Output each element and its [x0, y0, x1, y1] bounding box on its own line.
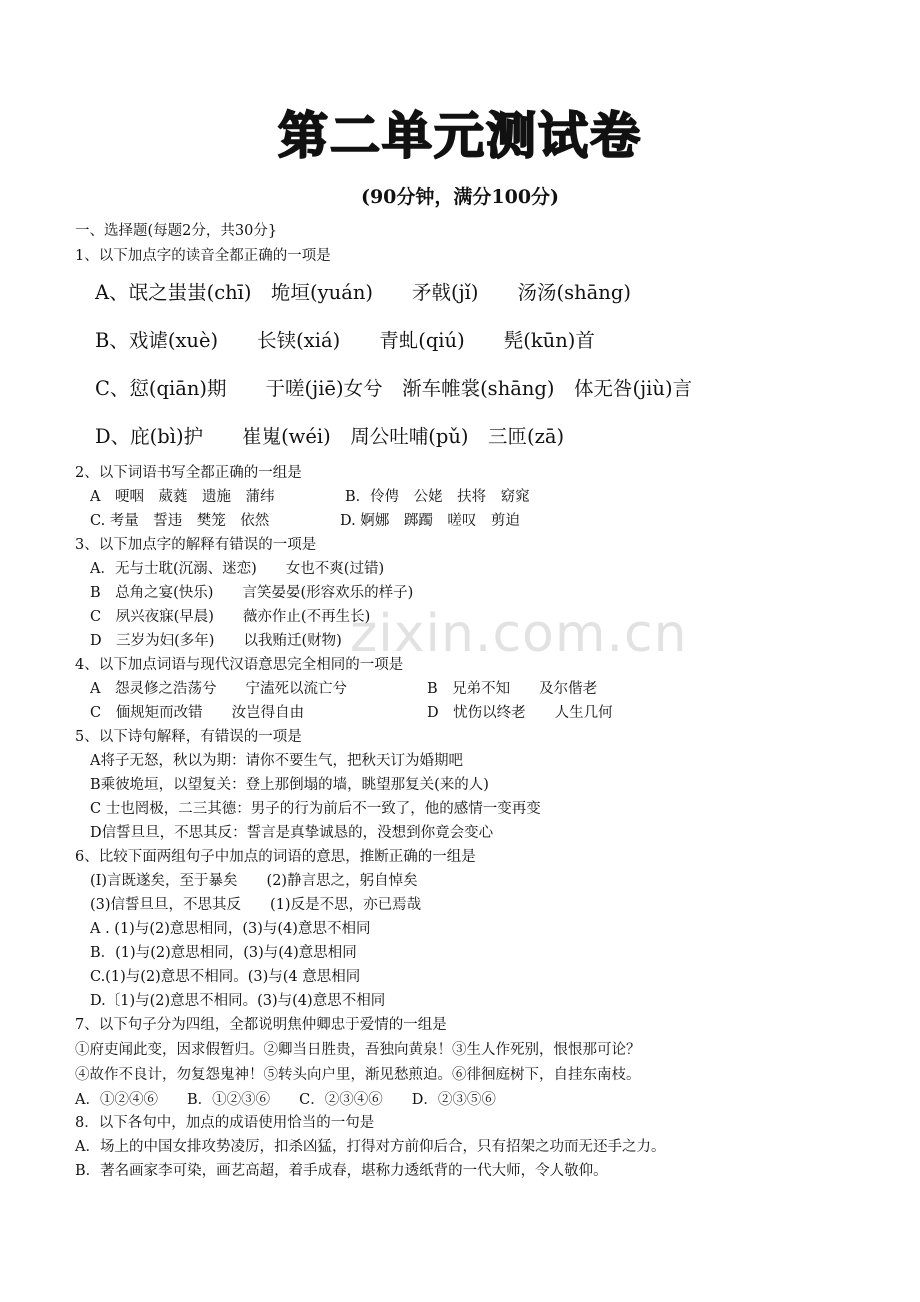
watermark: zixin.com.cn [350, 604, 688, 664]
question-3-option-b: B 总角之宴(快乐) 言笑晏晏(形容欢乐的样子) [90, 585, 414, 601]
question-3-stem: 3、以下加点字的解释有错误的一项是 [75, 537, 317, 553]
question-5-option-b: B乘彼垝垣，以望复关：登上那倒塌的墙，眺望那复关(来的人) [90, 777, 489, 793]
question-7-options: A．①②④⑥ B．①②③⑥ C．②③④⑥ D．②③⑤⑥ [75, 1092, 496, 1108]
question-8-option-a: A．场上的中国女排攻势凌厉，扣杀凶猛，打得对方前仰后合，只有招架之功而无还手之力。 [75, 1139, 666, 1155]
question-7-stem: 7、以下句子分为四组，全都说明焦仲卿忠于爱情的一组是 [75, 1017, 447, 1033]
question-3-option-c: C 夙兴夜寐(早晨) 薇亦作止(不再生长) [90, 609, 371, 625]
question-2-option-a: A 哽咽 葳蕤 遗施 蒲纬 [90, 489, 275, 505]
question-1-option-b: B、戏谑(xuè) 长铗(xiá) 青虬(qiú) 髡(kūn)首 [95, 329, 595, 352]
question-5-option-a: A将子无怒，秋以为期：请你不要生气，把秋天订为婚期吧 [90, 753, 463, 769]
question-8-option-b: B．著名画家李可染，画艺高超，着手成春，堪称力透纸背的一代大师，令人敬仰。 [75, 1163, 608, 1179]
page-title: 第二单元测试卷 [278, 107, 642, 165]
question-5-stem: 5、以下诗句解释，有错误的一项是 [75, 729, 302, 745]
question-5-option-d: D信誓旦旦，不思其反：誓言是真挚诚恳的，没想到你竟会变心 [90, 825, 494, 841]
question-4-option-a: A 怨灵修之浩荡兮 宁溘死以流亡兮 [90, 681, 347, 697]
question-7-sentences-1: ①府吏闻此变，因求假暂归。②卿当日胜贵，吾独向黄泉！③生人作死别，恨恨那可论？ [75, 1042, 641, 1058]
question-2-option-b: B．伶俜 公姥 扶将 窈窕 [345, 489, 530, 505]
question-6-option-a: A . (1)与(2)意思相同，(3)与(4)意思不相同 [90, 921, 371, 937]
question-6-sentence-group-2: (3)信誓旦旦，不思其反 (1)反是不思，亦已焉哉 [90, 897, 422, 913]
question-3-option-d: D 三岁为妇(多年) 以我贿迁(财物) [90, 633, 342, 649]
question-1-stem: 1、以下加点字的读音全都正确的一项是 [75, 248, 331, 264]
question-6-stem: 6、比较下面两组句子中加点的词语的意思，推断正确的一组是 [75, 849, 476, 865]
question-6-option-b: B．(1)与(2)意思相同，(3)与(4)意思相同 [90, 945, 357, 961]
question-4-option-c: C 偭规矩而改错 汝岂得自由 [90, 705, 305, 721]
question-6-sentence-group-1: (I)言既遂矣，至于暴矣 (2)静言思之，躬自悼矣 [90, 873, 418, 889]
section-heading: 一、选择题(每题2分，共30分} [75, 223, 278, 239]
question-4-option-d: D 忧伤以终老 人生几何 [427, 705, 613, 721]
question-6-option-d: D.〔1)与(2)意思不相同。(3)与(4)意思不相同 [90, 993, 386, 1009]
question-1-option-a: A、氓之蚩蚩(chī) 垝垣(yuán) 矛戟(jǐ) 汤汤(shāng) [95, 281, 631, 304]
question-4-stem: 4、以下加点词语与现代汉语意思完全相同的一项是 [75, 657, 404, 673]
question-1-option-c: C、愆(qiān)期 于嗟(jiē)女兮 渐车帷裳(shāng) 体无咎(jiù)言 [95, 377, 693, 400]
question-5-option-c: C 士也罔极，二三其德：男子的行为前后不一致了，他的感情一变再变 [90, 801, 541, 817]
question-3-option-a: A．无与士耽(沉溺、迷恋) 女也不爽(过错) [90, 561, 385, 577]
question-4-option-b: B 兄弟不知 及尔偕老 [427, 681, 598, 697]
question-7-sentences-2: ④故作不良计，勿复怨鬼神！⑤转头向户里，渐见愁煎迫。⑥徘徊庭树下，自挂东南枝。 [75, 1067, 641, 1083]
question-6-option-c: C.(1)与(2)意思不相同。(3)与(4 意思相同 [90, 969, 361, 985]
page-subtitle: (90分钟，满分100分) [360, 186, 560, 208]
question-1-option-d: D、庇(bì)护 崔嵬(wéi) 周公吐哺(pǔ) 三匝(zā) [95, 425, 565, 448]
question-2-option-c: C. 考量 誓违 樊笼 依然 [90, 513, 270, 529]
question-2-stem: 2、以下词语书写全都正确的一组是 [75, 465, 302, 481]
question-2-option-d: D. 婀娜 踯躅 嗟叹 剪迫 [340, 513, 520, 529]
question-8-stem: 8．以下各句中，加点的成语使用恰当的一句是 [75, 1115, 375, 1131]
